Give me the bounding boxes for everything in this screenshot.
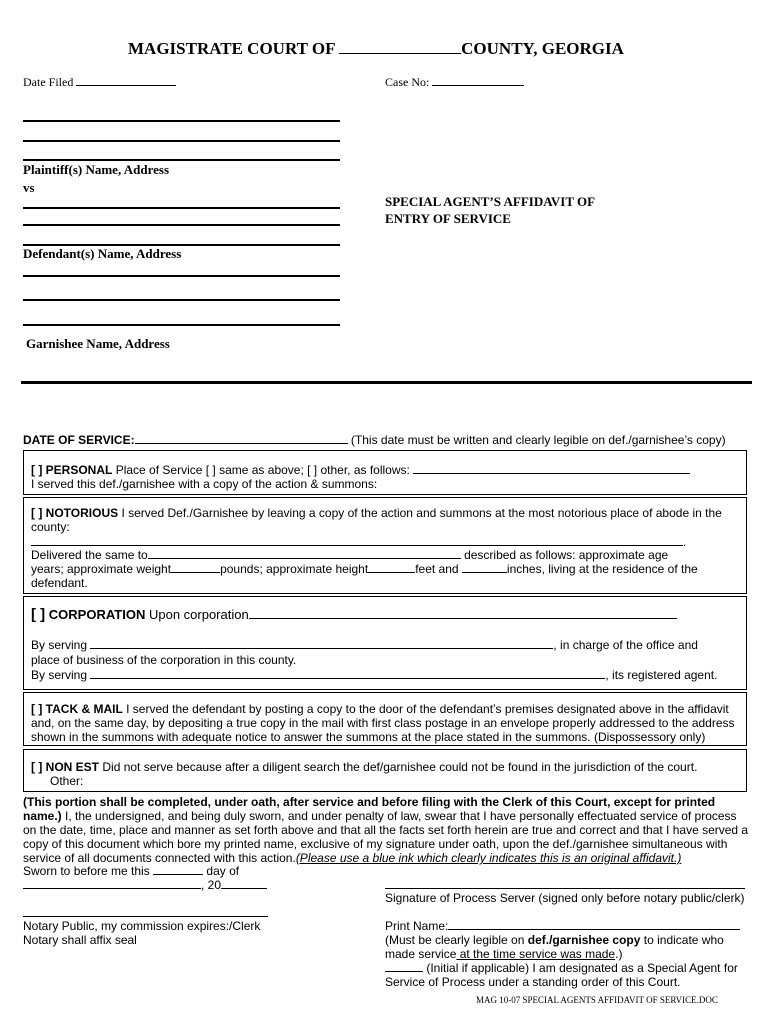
height-inches-field[interactable] — [462, 562, 507, 573]
sworn-year-field[interactable] — [221, 878, 267, 889]
notorious-line-5: defendant. — [31, 576, 88, 590]
corporation-line-2 — [31, 638, 698, 652]
delivered-label: Delivered the same to — [31, 548, 148, 562]
legible-note — [385, 933, 724, 947]
oath-line-1: (This portion shall be completed, under oath, after service and before filing with the Clerk of this Court, except for printed — [23, 795, 716, 809]
court-title-left: MAGISTRATE COURT OF — [128, 39, 335, 58]
signature-label: Signature of Process Server (signed only before notary public/clerk) — [385, 891, 745, 905]
legible-note-a: (Must be clearly legible on — [385, 933, 528, 947]
tack-mail-heading: TACK & MAIL — [45, 702, 123, 716]
defendant-line-1[interactable] — [23, 207, 340, 209]
notorious-line-1 — [31, 506, 722, 520]
personal-other-field[interactable] — [413, 463, 690, 474]
non-est-heading: NON EST — [45, 760, 100, 774]
date-of-service-label: DATE OF SERVICE: — [23, 433, 135, 447]
process-server-signature-line[interactable] — [385, 888, 745, 889]
registered-agent-label: , its registered agent. — [605, 668, 718, 682]
personal-checkbox[interactable]: [ ] — [31, 463, 43, 477]
oath-name-bold: name.) — [23, 809, 62, 823]
notorious-line-4 — [31, 562, 698, 576]
height-feet-field[interactable] — [368, 562, 415, 573]
print-name-label: Print Name: — [385, 919, 449, 933]
plaintiff-line-3[interactable] — [23, 159, 340, 161]
in-charge-label: , in charge of the office and — [553, 638, 698, 652]
county-name-field[interactable] — [339, 39, 461, 54]
print-name-row — [385, 919, 740, 933]
corp-by-serving-label: By serving — [31, 638, 88, 652]
plaintiff-label: Plaintiff(s) Name, Address — [23, 162, 170, 177]
personal-heading: PERSONAL — [45, 463, 113, 477]
initial-field[interactable] — [385, 961, 423, 972]
corporation-line-1 — [31, 606, 677, 623]
non-est-line-1 — [31, 760, 697, 774]
tack-mail-checkbox[interactable]: [ ] — [31, 702, 43, 716]
corp-serving-office-field[interactable] — [90, 638, 553, 649]
garnishee-label: Garnishee Name, Address — [26, 336, 170, 351]
corporation-heading: CORPORATION — [48, 607, 146, 622]
oath-line-3: on the date, time, place and manner as set forth above and that all the facts set forth herein are true and correct and that I have served a — [23, 823, 749, 837]
plaintiff-line-1[interactable] — [23, 120, 340, 122]
notorious-checkbox[interactable]: [ ] — [31, 506, 43, 520]
case-no — [385, 75, 524, 90]
legible-note-b: to indicate who — [640, 933, 724, 947]
legible-note-bold: def./garnishee copy — [527, 933, 641, 947]
tack-mail-line-3: shown in the summons with adequate notice to answer the summons at the place stated in the summons. (Dispossessory only) — [31, 730, 706, 744]
oath-line-2 — [23, 809, 737, 823]
corporation-line-4 — [31, 668, 717, 682]
notorious-line-2: county: — [31, 520, 70, 534]
oath-line-4: copy of this document which bore my printed name, exclusive of my signature under oath, upon the def./garnishee simultaneous with — [23, 837, 728, 851]
oath-line-5 — [23, 851, 681, 865]
personal-line-1 — [31, 463, 690, 477]
sworn-month-field[interactable] — [23, 878, 201, 889]
garnishee-line-2[interactable] — [23, 299, 340, 301]
notary-line-2: Notary shall affix seal — [23, 933, 137, 947]
sworn-label: Sworn to before me this — [23, 864, 150, 878]
day-of-label: day of — [206, 864, 240, 878]
notorious-county-line — [31, 535, 686, 549]
doc-title-line-1: SPECIAL AGENT’S AFFIDAVIT OF — [385, 194, 596, 209]
made-service-underlined: at the time service was made — [456, 947, 616, 961]
made-service-note — [385, 947, 622, 961]
corporation-line-3: place of business of the corporation in this county. — [31, 653, 297, 667]
delivered-to-field[interactable] — [148, 548, 461, 559]
standing-order-text: Service of Process under a standing order of this Court. — [385, 975, 681, 989]
defendant-line-2[interactable] — [23, 224, 340, 226]
garnishee-line-3[interactable] — [23, 324, 340, 326]
vs-label: vs — [23, 180, 35, 195]
notorious-period: . — [683, 535, 687, 549]
feet-and-label: feet and — [415, 562, 459, 576]
corporation-upon-label: Upon corporation — [148, 607, 249, 622]
pounds-height-label: pounds; approximate height — [220, 562, 369, 576]
year-label: , 20 — [201, 878, 222, 892]
date-of-service-field[interactable] — [135, 433, 348, 444]
corp-by-serving-label-2: By serving — [31, 668, 88, 682]
court-title — [128, 39, 624, 59]
defendant-label: Defendant(s) Name, Address — [23, 246, 182, 261]
footer-doc-id: MAG 10-07 SPECIAL AGENTS AFFIDAVIT OF SERVICE.DOC — [476, 995, 718, 1005]
case-no-label: Case No: — [385, 75, 430, 89]
non-est-checkbox[interactable]: [ ] — [31, 760, 43, 774]
date-of-service-note: (This date must be written and clearly legible on def./garnishee’s copy) — [350, 433, 726, 447]
doc-title-line-2: ENTRY OF SERVICE — [385, 211, 511, 226]
notorious-line-3 — [31, 548, 668, 562]
sworn-line-2 — [23, 878, 267, 892]
date-of-service — [23, 433, 726, 447]
print-name-field[interactable] — [448, 919, 740, 930]
date-filed-field[interactable] — [76, 75, 176, 86]
court-title-right: COUNTY, GEORGIA — [461, 39, 624, 58]
plaintiff-line-2[interactable] — [23, 140, 340, 142]
oath-service-text: service of all documents connected with this action. — [23, 851, 296, 865]
inches-label: inches, living at the residence of the — [506, 562, 698, 576]
tack-mail-text: I served the defendant by posting a copy to the door of the defendant’s premises designated above in the affidavit — [126, 702, 729, 716]
oath-sworn-text: I, the undersigned, and being duly sworn, and under penalty of law, swear that I have personally effectuated service of process — [65, 809, 737, 823]
notary-line-1: Notary Public, my commission expires:/Clerk — [23, 919, 261, 933]
notary-signature-line[interactable] — [23, 916, 268, 917]
case-no-field[interactable] — [432, 75, 524, 86]
sworn-line-1 — [23, 864, 239, 878]
garnishee-line-1[interactable] — [23, 275, 340, 277]
date-filed — [23, 75, 176, 90]
registered-agent-field[interactable] — [90, 668, 605, 679]
made-service-b: .) — [615, 947, 623, 961]
non-est-text: Did not serve because after a diligent search the def/garnishee could not be found in the jurisdiction of the court. — [102, 760, 698, 774]
notorious-county-field[interactable] — [31, 535, 683, 546]
personal-place-text: Place of Service [ ] same as above; [ ] other, as follows: — [115, 463, 410, 477]
oath-blue-ink-note: (Please use a blue ink which clearly indicates this is an original affidavit.) — [295, 851, 682, 865]
weight-field[interactable] — [171, 562, 220, 573]
tack-mail-line-2: and, on the same day, by depositing a true copy in the mail with first class postage in an envelope properly addressed to the address — [31, 716, 735, 730]
notorious-text: I served Def./Garnishee by leaving a copy of the action and summons at the most notorious place of abode in the — [121, 506, 722, 520]
corporation-checkbox[interactable]: [ ] — [31, 606, 46, 623]
initial-row — [385, 961, 738, 975]
initial-text: (Initial if applicable) I am designated as a Special Agent for — [426, 961, 738, 975]
personal-line-2: I served this def./garnishee with a copy of the action & summons: — [31, 477, 378, 491]
section-divider — [21, 381, 752, 384]
tack-mail-line-1 — [31, 702, 729, 716]
corporation-name-field[interactable] — [249, 608, 677, 619]
described-label: described as follows: approximate age — [464, 548, 669, 562]
non-est-other: Other: — [50, 774, 84, 788]
years-weight-label: years; approximate weight — [31, 562, 172, 576]
date-filed-label: Date Filed — [23, 75, 74, 89]
made-service-a: made service — [385, 947, 457, 961]
sworn-day-field[interactable] — [153, 864, 203, 875]
notorious-heading: NOTORIOUS — [45, 506, 119, 520]
